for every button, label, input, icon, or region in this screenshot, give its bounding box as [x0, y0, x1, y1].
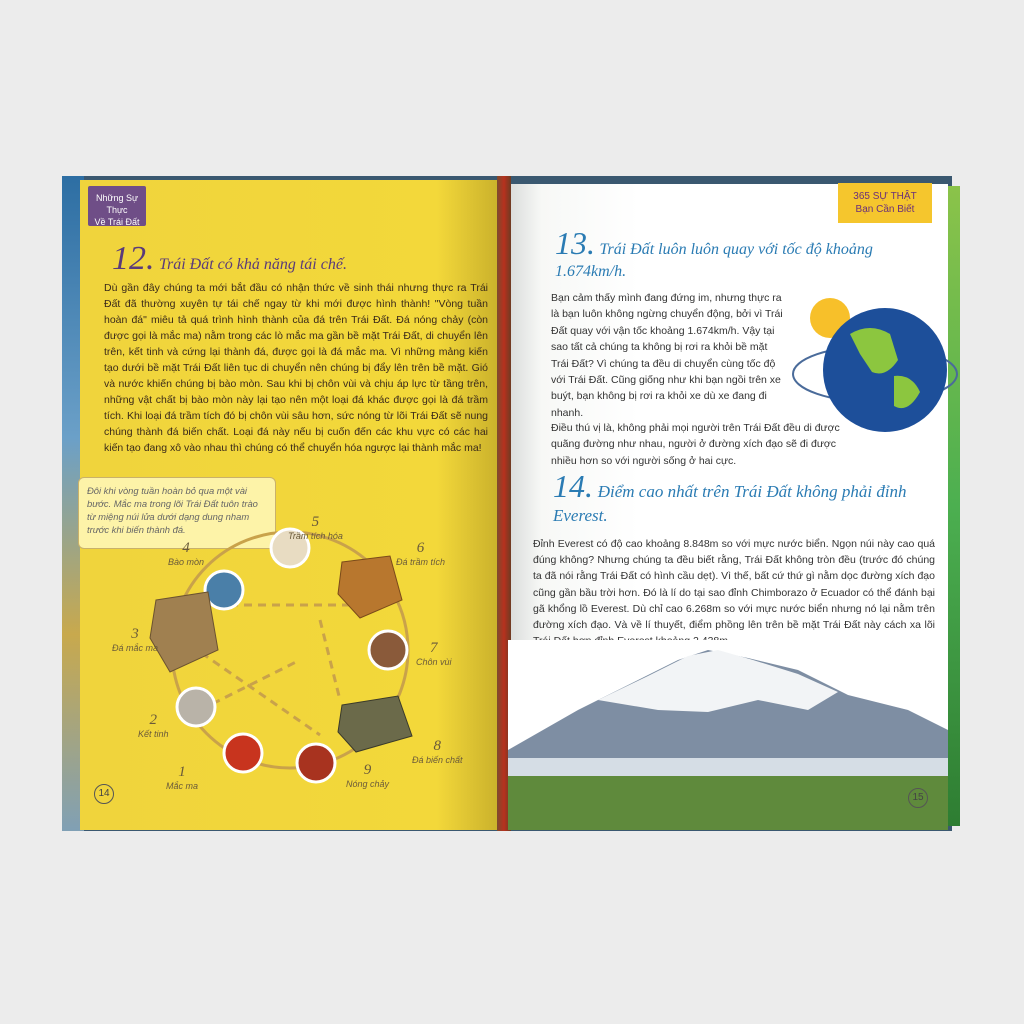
cycle-note: Đôi khi vòng tuần hoàn bỏ qua một vài bước. Mắc ma trong lõi Trái Đất tuôn trào từ miệng núi lửa dưới dạng dung nham trước khi biến thành đá.	[78, 477, 276, 549]
shortcut-arrow	[320, 620, 340, 700]
cycle-step-7: 7 Chôn vùi	[416, 640, 452, 667]
cycle-step-6: 6 Đá trầm tích	[396, 540, 446, 567]
fact-12-heading	[112, 240, 492, 278]
fact-14-heading	[553, 468, 933, 528]
cycle-step-3: 3 Đá mắc ma	[112, 626, 159, 653]
magma-photo	[224, 734, 262, 772]
fact-title: Trái Đất có khả năng tái chế.	[158, 256, 347, 273]
cycle-step-4: 4 Bào mòn	[168, 540, 205, 567]
cycle-step-8: 8 Đá biến chất	[412, 738, 463, 765]
sedimentary-rock	[338, 556, 402, 618]
fact-13-heading	[555, 225, 945, 283]
meadow	[508, 776, 948, 830]
fact-12-body: Dù gần đây chúng ta mới bắt đầu có nhận thức về sinh thái nhưng thực ra Trái Đất đã thường xuyên tự tái chế ngay từ khi mới được hình thành! "Vòng tuần hoàn đá" miêu tả quá trình hình thành của đá trên Trái Đất. Đá nóng chảy (còn được gọi là mắc ma) nằm trong các lò mắc ma gần bề mặt Trái Đất, di chuyển lên trên, kết tinh và cứng lại thành đá, được gọi là đá mắc ma. Vì những mảng kiến tạo dưới bề mặt Trái Đất liên tục di chuyển nên chúng bị đẩy lên trên bề mặt. Gió và nước khiến chúng bị bào mòn. Sau khi bị chôn vùi và chịu áp lực từ tầng trên, những vật chất bị bào mòn này lại tạo nên một loại đá khác được gọi là đá trầm tích. Khi loại đá trầm tích đó bị chôn vùi sâu hơn, sức nóng từ lõi Trái Đất sẽ nung chúng thành đá biến chất. Loại đá này nếu bị cuốn đến các khu vực có các hai kiến tạo đang xô vào nhau thì chúng có thể chuyển hóa ngược lại thành mắc ma!	[104, 282, 488, 454]
cycle-step-1: 1 Mắc ma	[166, 764, 199, 791]
tab-line: Những Sự Thực	[95, 193, 139, 215]
cycle-step-9: 9 Nóng chảy	[346, 762, 390, 789]
fact-title: Trái Đất luôn luôn quay với tốc độ khoảng 1.674km/h.	[555, 241, 873, 280]
section-tab-right	[838, 183, 932, 223]
section-tab-left	[88, 186, 146, 226]
fact-number: 14.	[553, 468, 593, 504]
erosion-photo	[205, 571, 243, 609]
cloud-layer	[508, 758, 948, 778]
page-number-left: 14	[94, 784, 114, 804]
earth-illustration	[790, 282, 960, 442]
fact-14-body: Đỉnh Everest có độ cao khoảng 8.848m so với mực nước biển. Ngọn núi này cao quá đúng không? Nhưng chúng ta đều biết rằng, Trái Đất không tròn đều (trước đó chúng ta đã nói rằng Trái Đất có hình cầu dẹt). Vì thế, bất cứ thứ gì nằm dọc đường xích đạo cũng gần bầu trời hơn. Đó là lí do tại sao đỉnh Chimborazo ở Ecuador có thể đánh bại gã khổng lồ Everest. Dù chỉ cao 6.268m so với mực nước biển nhưng nó lại nằm trên đường xích đạo. Và về lí thuyết, điểm phồng lên trên bề mặt Trái Đất này cách xa lõi	[533, 538, 935, 632]
fact-13-body: Bạn cảm thấy mình đang đứng im, nhưng thực ra là bạn luôn không ngừng chuyển động, bởi vì Trái Đất quay với vận tốc khoảng 1.674km/h. Vậy tại sao tất cả chúng ta không bị rơi ra khỏi bề mặt Trái Đất? Vì chúng ta đều di chuyển cùng tốc độ với Trái Đất. Cũng giống như khi bạn ngồi trên xe buýt, bạn không bị rơi ra khỏi xe dù xe đang đi nhanh.	[551, 292, 783, 419]
igneous-rock	[150, 592, 218, 672]
page-number-right: 15	[908, 788, 928, 808]
fact-number: 13.	[555, 225, 595, 261]
tab-line: Bạn Cần Biết	[855, 204, 915, 215]
tab-line: Về Trái Đất	[94, 217, 140, 227]
tab-line: 365 SỰ THẬT	[853, 191, 917, 202]
fact-title: Điểm cao nhất trên Trái Đất không phải đỉnh Everest.	[553, 482, 907, 525]
cycle-step-2: 2 Kết tinh	[138, 712, 169, 739]
chimborazo-photo	[508, 640, 948, 830]
fact-13-body-extra: Điều thú vị là, không phải mọi người trên Trái Đất đều di được quãng đường như nhau, người ở đường xích đạo sẽ đi được nhiều hơn so với người sống ở hai cực.	[551, 422, 840, 467]
melting-photo	[297, 744, 335, 782]
burial-photo	[369, 631, 407, 669]
crystallization-photo	[177, 688, 215, 726]
cycle-step-5: 5 Trầm tích hóa	[288, 514, 343, 541]
fact-number: 12.	[112, 240, 155, 277]
metamorphic-rock	[338, 696, 412, 752]
